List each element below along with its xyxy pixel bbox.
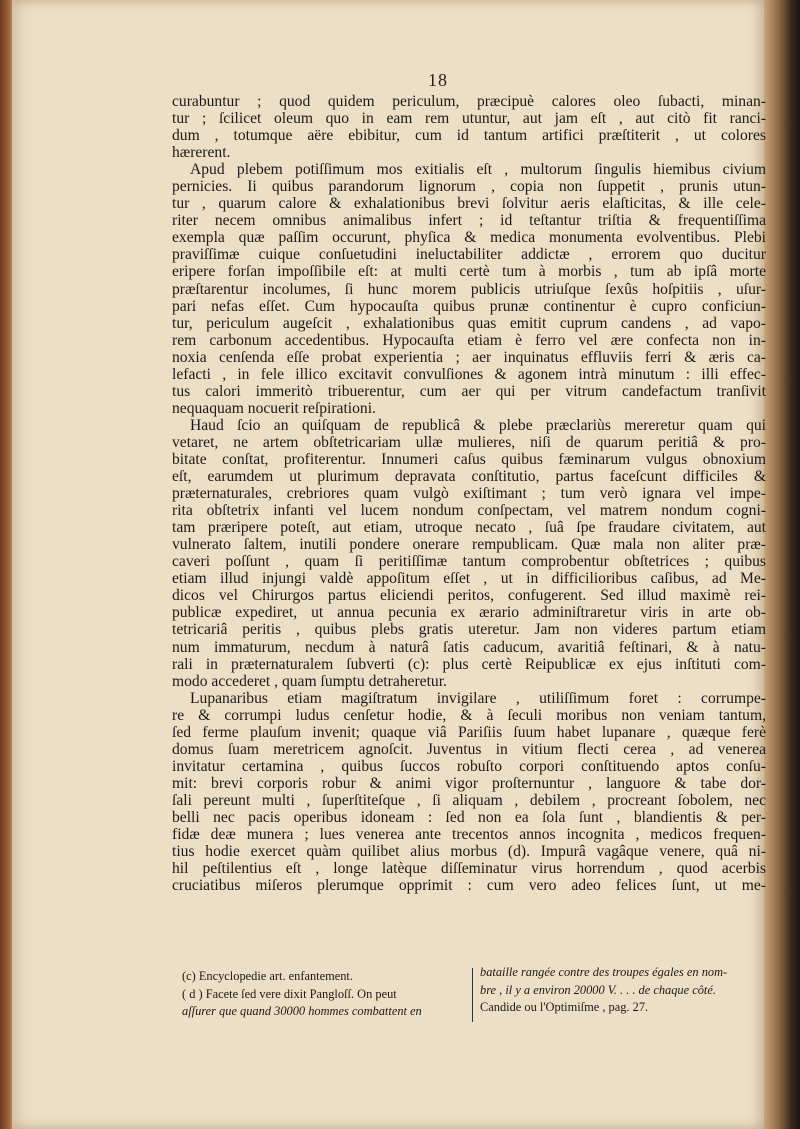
text-line: praviſſimæ cuique conſuetudini ineluctabiliter addictæ , errorem quo ducitur bbox=[172, 246, 766, 264]
footnote-line: (c) Encyclopedie art. enfantement. bbox=[182, 969, 353, 983]
text-line: bitate conſtat, profiterentur. Innumeri caſus quibus fæminarum vulgus obnoxium bbox=[172, 450, 766, 468]
footnote-divider bbox=[472, 968, 473, 1022]
text-line: re & corrumpi ludus cenſetur hodie, & à ſeculi moribus non veniam tantum, bbox=[172, 706, 766, 724]
body-text bbox=[172, 93, 766, 894]
text-line: vetaret, ne artem obſtetricariam ullæ mulieres, niſi de quarum peritiâ & pro- bbox=[172, 433, 766, 451]
footnotes-right bbox=[480, 964, 768, 1017]
text-line: riter necem omnibus animalibus infert ; id teſtantur triſtia & frequentiſſima bbox=[172, 212, 766, 230]
text-line: eſt, earumdem ut plurimum depravata conſtitutio, partus faceſcunt difficiles & bbox=[172, 468, 766, 486]
text-line: hærerent. bbox=[172, 144, 231, 162]
text-line: domus ſuam meretricem agnoſcit. Juventus in vitium flecti cerea , ad venerea bbox=[172, 740, 766, 758]
text-line: eripere forſan impoſſibile eſt: at multi certè tum à morbis , tum ab ipſâ morte bbox=[172, 263, 766, 281]
text-line: ſali pereunt multi , ſuperſtiteſque , ſi aliquam , debilem , procreant ſobolem, nec bbox=[172, 791, 766, 809]
text-line: vulnerato ſaltem, inutili pondere onerare rempublicam. Quæ mala non aliter præ- bbox=[172, 536, 766, 554]
text-line: dum , totumque aëre ebibitur, cum id tantum artifici præſtiterit , ut colores bbox=[172, 127, 766, 145]
footnote-line: ( d ) Facete ſed vere dixit Pangloſſ. On peut bbox=[182, 986, 397, 1001]
footnote-line: aſſurer que quand 30000 hommes combattent en bbox=[182, 1004, 422, 1018]
text-line: nequaquam nocuerit reſpirationi. bbox=[172, 399, 376, 417]
text-line: curabuntur ; quod quidem periculum, præcipuè calores oleo ſubacti, minan- bbox=[172, 93, 766, 110]
text-line: pernicies. Ii quibus parandorum lignorum , copia non ſuppetit , prunis utun- bbox=[172, 178, 766, 196]
text-line: mit: brevi corporis robur & animi vigor proſternuntur , languore & tabe dor- bbox=[172, 774, 766, 792]
text-line: Apud plebem potiſſimum mos exitialis eſt , multorum ſingulis hiemibus civium bbox=[190, 161, 766, 179]
footnote-line: bataille rangée contre des troupes égales en nom- bbox=[480, 965, 728, 979]
text-line: ſed ferme plauſum invenit; quaque viâ Pariſiis ſuum habet lupanare , quæque ferè bbox=[172, 723, 766, 741]
text-line: tus calori immeritò tribuerentur, cum aer qui per vitrum candefactum tranſivit bbox=[172, 382, 766, 400]
text-line: tam præripere poteſt, aut etiam, utroque necato , ſuâ ſpe fraudare civitatem, aut bbox=[172, 519, 766, 537]
text-line: dicos vel Chirurgos partus eliciendi peritos, confugerent. Sed illud maximè rei- bbox=[172, 587, 766, 605]
text-line: hil peſtilentius eſt , longe latèque diſſeminatur virus horrendum , quod acerbis bbox=[172, 860, 766, 878]
text-line: præſtarentur incolumes, ſi hunc morem publicis utriuſque ſexûs hoſpitiis , uſur- bbox=[172, 280, 766, 298]
text-line: tur, periculum augeſcit , exhalationibus quas emitit cuprum candens , ad vapo- bbox=[172, 314, 766, 332]
text-line: rita obſtetrix infanti vel lucem nondum conſpectam, vel matrem nondum cogni- bbox=[172, 502, 766, 520]
text-line: exempla quæ paſſim occurunt, phyſica & medica monumenta evolventibus. Plebi bbox=[172, 229, 766, 247]
text-line: rali in præternaturalem ſubverti (c): plus certè Reipublicæ ex ejus inſtituti com- bbox=[172, 655, 766, 673]
text-line: etiam illud injungi valdè appoſitum eſſet , ut in difficilioribus caſibus, ad Me- bbox=[172, 570, 766, 588]
footnote-line: bre , il y a environ 20000 V. . . . de chaque côté. bbox=[480, 982, 716, 997]
page-edge bbox=[764, 0, 800, 1129]
text-line: caveri poſſunt , quam ſi peritiſſimæ tantum comprobentur obſtetrices ; quibus bbox=[172, 553, 766, 571]
text-line: num immaturum, necdum à naturâ ſatis caducum, avaritiâ feſtinari, & à natu- bbox=[172, 638, 766, 656]
text-line: invitatur certamina , quibus ſuccos robuſto corpori conſtituendo aptos conſu- bbox=[172, 757, 766, 775]
page-number: 18 bbox=[428, 70, 448, 90]
text-line: cruciatibus miſeros plerumque opprimit : cum vero adeo felices ſunt, ut me- bbox=[172, 877, 766, 895]
text-line: tur ; ſcilicet oleum quo in eam rem utuntur, aut jam eſt , aut citò fit ranci- bbox=[172, 110, 766, 128]
text-line: pari nefas eſſet. Cum hypocauſta quibus prunæ continentur è cupro conficiun- bbox=[172, 297, 766, 315]
text-line: publicæ expediret, ut annua pecunia ex ærario adminiſtraretur viris in arte ob- bbox=[172, 604, 766, 622]
text-line: modo accederet , quam ſumptu detraheretur. bbox=[172, 672, 447, 690]
text-line: præternaturales, crebriores quam vulgò exiſtimant ; tum verò ignara vel impe- bbox=[172, 485, 766, 503]
text-line: Lupanaribus etiam magiſtratum invigilare , utiliſſimum foret : corrumpe- bbox=[190, 689, 766, 707]
footnote-line: Candide ou l'Optimiſme , pag. 27. bbox=[480, 1000, 649, 1014]
text-line: Haud ſcio an quiſquam de republicâ & plebe præclariùs mereretur quam qui bbox=[190, 416, 766, 434]
text-line: tius hodie exercet quàm quilibet alius morbus (d). Impurâ vagâque venere, quâ ni- bbox=[172, 843, 766, 861]
footnotes-left bbox=[182, 968, 472, 1021]
text-line: rem carbonum accedentibus. Hypocauſta etiam è ferro vel ære confecta non in- bbox=[172, 331, 766, 349]
text-line: noxia cenſenda eſſe probat experientia ; aer inquinatus effluviis ferri & æris ca- bbox=[172, 348, 766, 366]
text-line: tetricariâ peritis , quibus plebs gratis uteretur. Jam non videres partum etiam bbox=[172, 621, 766, 639]
text-line: fidæ deæ munera ; lues venerea ante trecentos annos incognita , medicos frequen- bbox=[172, 826, 766, 844]
text-line: tur , quarum calore & exhalationibus brevi ſolvitur aeris elaſticitas, & ille cele- bbox=[172, 195, 766, 213]
text-line: lefacti , in fele illico excitavit convulſiones & agonem intrà minutum : illi effec- bbox=[172, 365, 766, 383]
text-line: belli nec pacis operibus idoneam : ſed non ea ſola ſunt , blandientis & per- bbox=[172, 808, 766, 826]
